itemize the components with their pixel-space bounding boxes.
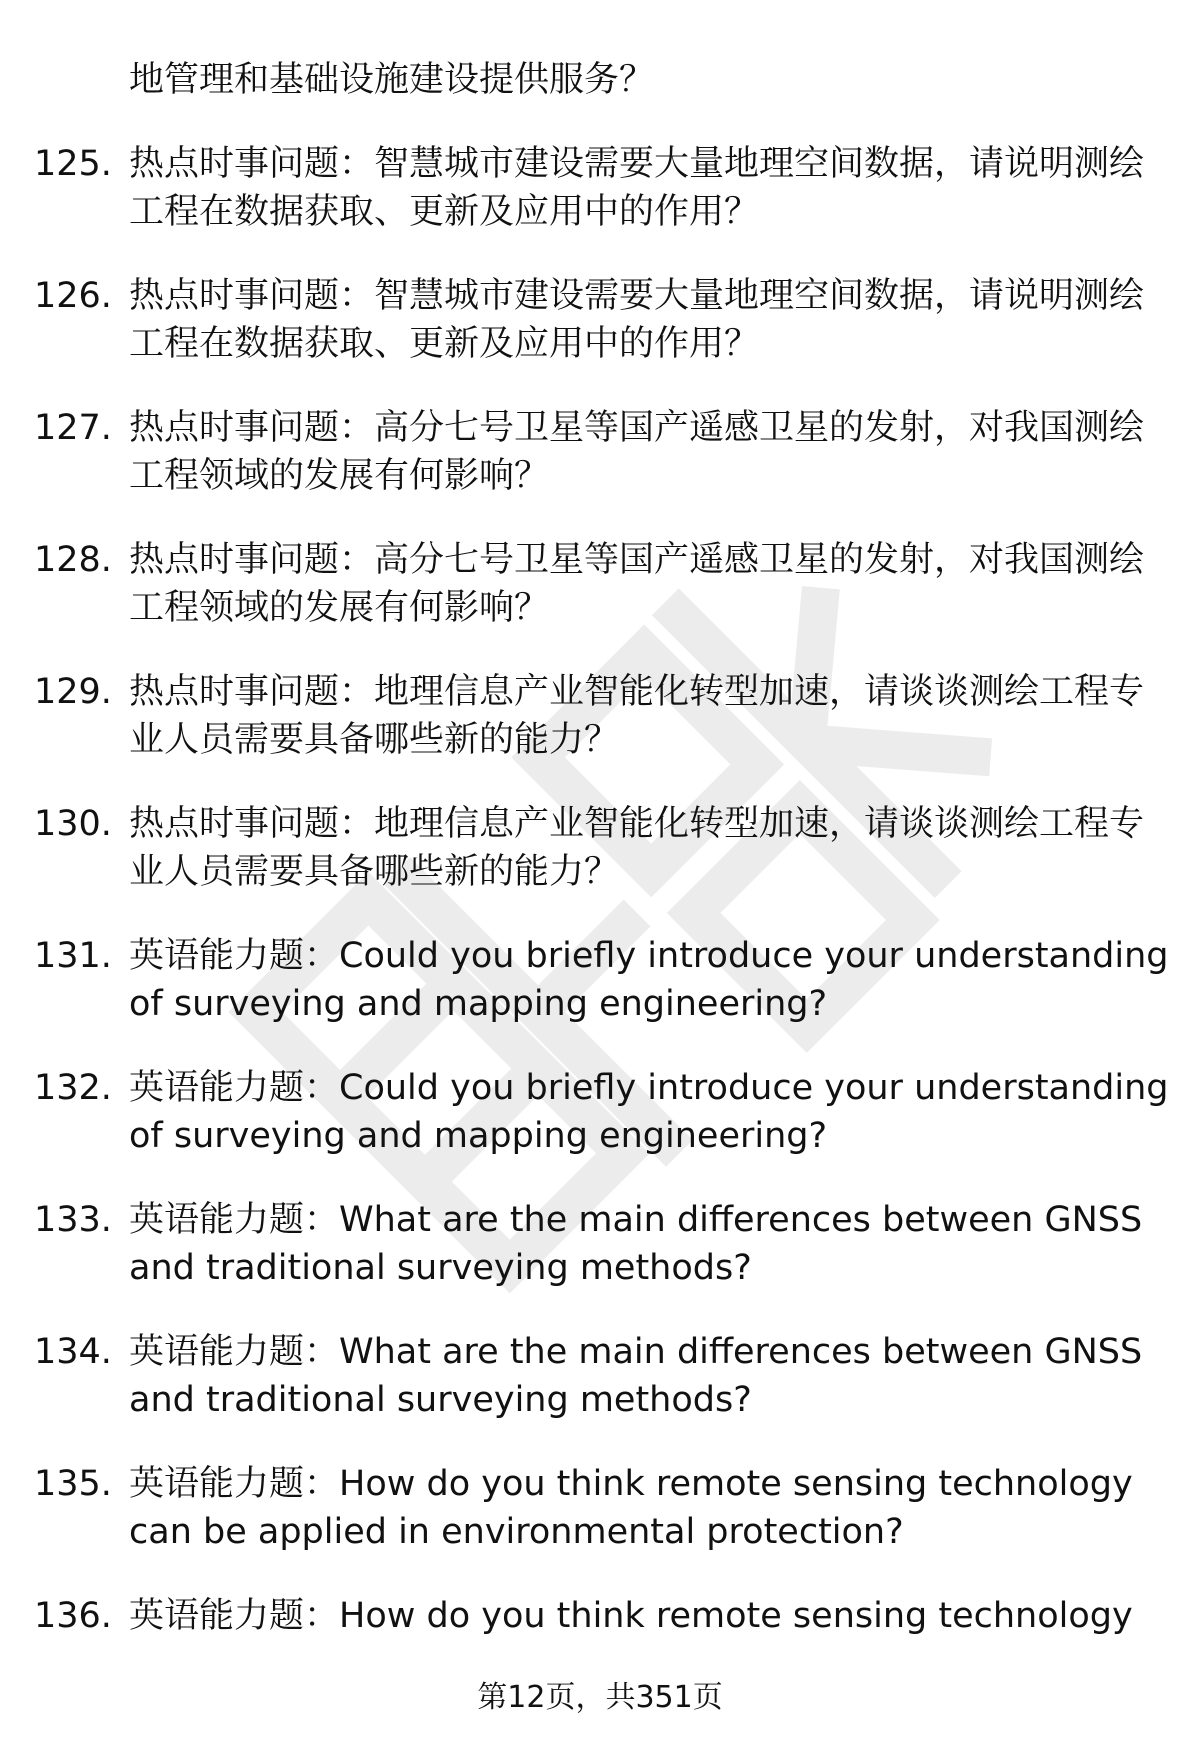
- question-number: 131.: [34, 936, 112, 976]
- question-text: 英语能力题：Could you briefly introduce your understanding of surveying and mapping engineering?: [129, 936, 1169, 1024]
- question-text: 热点时事问题：地理信息产业智能化转型加速，请谈谈测绘工程专业人员需要具备哪些新的能力？: [129, 672, 1145, 760]
- question-number: 130.: [34, 804, 112, 844]
- question-text: 英语能力题：How do you think remote sensing technology: [129, 1596, 1133, 1636]
- question-list: [34, 56, 1174, 1640]
- page-footer: 第12页，共351页: [477, 1680, 723, 1715]
- question-text: 热点时事问题：地理信息产业智能化转型加速，请谈谈测绘工程专业人员需要具备哪些新的能力？: [129, 804, 1145, 892]
- question-number: 135.: [34, 1464, 112, 1504]
- question-text: 英语能力题：What are the main differences between GNSS and traditional surveying methods?: [129, 1332, 1143, 1420]
- question-text: 热点时事问题：智慧城市建设需要大量地理空间数据，请说明测绘工程在数据获取、更新及应用中的作用？: [129, 276, 1145, 364]
- question-number: 133.: [34, 1200, 112, 1240]
- list-item: [34, 800, 1174, 896]
- list-item: [34, 140, 1174, 236]
- question-number: 134.: [34, 1332, 112, 1372]
- list-item: [34, 1064, 1174, 1160]
- list-item: [34, 1196, 1174, 1292]
- question-text: 英语能力题：How do you think remote sensing technology can be applied in environmental protection?: [129, 1464, 1133, 1552]
- question-text: 热点时事问题：智慧城市建设需要大量地理空间数据，请说明测绘工程在数据获取、更新及应用中的作用？: [129, 144, 1145, 232]
- question-text: 英语能力题：What are the main differences between GNSS and traditional surveying methods?: [129, 1200, 1143, 1288]
- question-number: 128.: [34, 540, 112, 580]
- list-item: [34, 1592, 1174, 1640]
- question-number: 132.: [34, 1068, 112, 1108]
- question-number: 126.: [34, 276, 112, 316]
- list-item: [34, 668, 1174, 764]
- question-text: 热点时事问题：高分七号卫星等国产遥感卫星的发射，对我国测绘工程领域的发展有何影响？: [129, 408, 1145, 496]
- question-number: 136.: [34, 1596, 112, 1636]
- list-item: [34, 1460, 1174, 1556]
- list-item: [34, 1328, 1174, 1424]
- continuation-text: 地管理和基础设施建设提供服务？: [129, 60, 655, 100]
- list-item: [34, 932, 1174, 1028]
- question-number: 127.: [34, 408, 112, 448]
- list-item: [34, 536, 1174, 632]
- list-item: [34, 272, 1174, 368]
- question-number: 125.: [34, 144, 112, 184]
- question-text: 热点时事问题：高分七号卫星等国产遥感卫星的发射，对我国测绘工程领域的发展有何影响？: [129, 540, 1145, 628]
- question-number: 129.: [34, 672, 112, 712]
- list-item: [34, 404, 1174, 500]
- question-text: 英语能力题：Could you briefly introduce your understanding of surveying and mapping engineering?: [129, 1068, 1169, 1156]
